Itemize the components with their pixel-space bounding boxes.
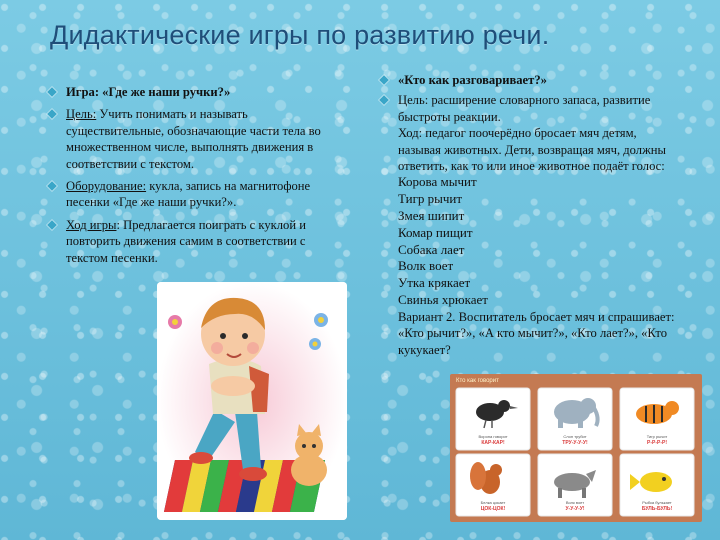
left-column: [48, 84, 348, 272]
variant2-line: Вариант 2. Воспитатель бросает мяч и спрашивает: «Кто рычит?», «А кто мычит?», «Кто лает?», «Кто кукукает?: [398, 309, 675, 357]
card-caption-squirrel: Белка цокает: [480, 500, 506, 505]
card-sound-fish: БУЛЬ-БУЛЬ!: [641, 506, 673, 512]
card-caption-crow: Ворона говорит: [478, 434, 508, 439]
boy-drawing: [157, 282, 347, 520]
procedure-label: Ход игры: [66, 217, 117, 232]
bullet-icon: [47, 181, 57, 191]
animal-line: Комар пищит: [398, 224, 473, 240]
animal-line: Корова мычит: [398, 174, 477, 190]
flower-icon: [309, 338, 321, 350]
game2-title-item: [380, 72, 680, 88]
flower-icon: [168, 315, 182, 329]
right-column: [380, 72, 680, 358]
animal-line: Собака лает: [398, 241, 465, 257]
goal-item: [48, 106, 348, 172]
bullet-icon: [379, 75, 389, 85]
game-title: Игра: «Где же наши ручки?»: [66, 85, 231, 99]
slide-title: Дидактические игры по развитию речи.: [50, 20, 550, 50]
procedure-text: : Предлагается поиграть с куклой и повторить движения самим в соответствии с текстом песенки.: [66, 217, 306, 265]
animal-line: Волк воет: [398, 258, 454, 274]
card-caption-wolf: Волк воет: [565, 500, 585, 505]
animal-line: Змея шипит: [398, 208, 465, 224]
flower-icon: [314, 313, 328, 327]
card-sound-tiger: Р-Р-Р-Р!: [647, 440, 667, 446]
animal-line: Свинья хрюкает: [398, 292, 488, 308]
card-caption-elephant: Слон трубит: [563, 434, 587, 439]
boy-illustration: [157, 282, 347, 520]
animal-cards-board: [450, 374, 702, 522]
game2-title: «Кто как разговаривает?»: [398, 73, 547, 87]
animal-line: Тигр рычит: [398, 191, 463, 207]
card-sound-elephant: ТРУ-У-У-У!: [562, 440, 588, 446]
equipment-item: [48, 178, 348, 211]
game2-goal-item: [380, 92, 680, 125]
bullet-icon: [47, 110, 57, 120]
goal-label: Цель:: [66, 107, 97, 122]
game2-lines: [380, 125, 680, 358]
card-caption-fish: Рыбка булькает: [642, 500, 672, 505]
game2-goal-text: Цель: расширение словарного запаса, развитие быстроты реакции.: [398, 93, 651, 124]
animal-line: Утка крякает: [398, 275, 471, 291]
procedure-line: Ход: педагог поочерёдно бросает мяч детям, называя животных. Дети, возвращая мяч, должны ответить, как то или иное животное подаёт голос:: [398, 126, 666, 174]
card-caption-tiger: Тигр рычит: [646, 434, 668, 439]
cards-header: Кто как говорит: [456, 378, 499, 384]
equipment-text: кукла, запись на магнитофоне песенки «Где же наши ручки?».: [66, 179, 311, 210]
card-sound-squirrel: ЦОК-ЦОК!: [480, 506, 506, 512]
goal-text: Учить понимать и называть существительные, обозначающие части тела во множественном числе, выполнять движения в соответствии с текстом.: [66, 107, 321, 171]
bullet-icon: [47, 220, 57, 230]
card-sound-wolf: У-У-У-У!: [565, 506, 585, 512]
bullet-icon: [379, 96, 389, 106]
procedure-item: [48, 217, 348, 266]
game-title-item: [48, 84, 348, 100]
card-sound-crow: КАР-КАР!: [481, 440, 505, 446]
bullet-icon: [47, 87, 57, 97]
equipment-label: Оборудование:: [66, 179, 147, 194]
